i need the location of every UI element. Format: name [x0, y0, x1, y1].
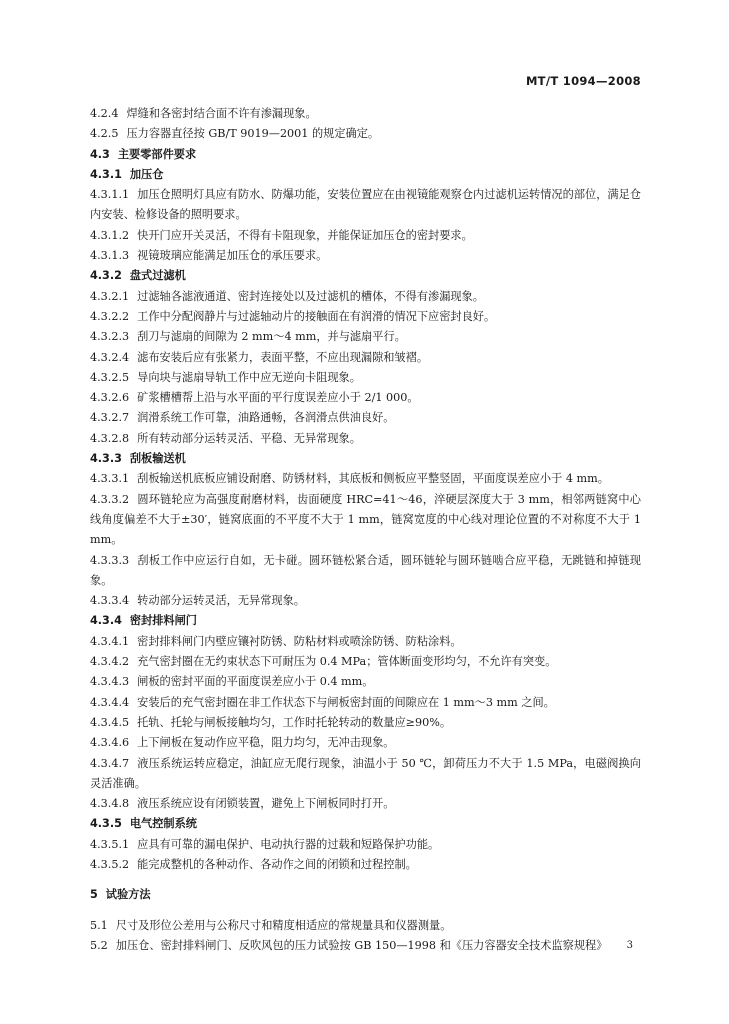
clause-number: 4.3	[90, 147, 110, 161]
clause-paragraph	[90, 551, 641, 592]
clause-number: 4.3.3.2	[90, 492, 130, 506]
clause-text: 刮板工作中应运行自如，无卡碰。圆环链松紧合适，圆环链轮与圆环链啮合应平稳，无跳链和掉链现象。	[90, 553, 641, 587]
clause-text: 工作中分配阀静片与过滤轴动片的接触面在有润滑的情况下应密封良好。	[137, 309, 496, 323]
clause-number: 4.3.2.5	[90, 370, 130, 384]
clause-number: 4.3.4.8	[90, 797, 130, 811]
clause-paragraph	[90, 185, 641, 226]
clause-text: 快开门应开关灵活，不得有卡阻现象，并能保证加压仓的密封要求。	[137, 228, 473, 242]
clause-paragraph	[90, 754, 641, 795]
clause-text: 充气密封圈在无约束状态下可耐压为 0.4 MPa；管体断面变形均匀，不允许有突变。	[137, 655, 557, 669]
clause-text: 应具有可靠的漏电保护、电动执行器的过载和短路保护功能。	[137, 837, 440, 851]
clause-number: 4.3.2.8	[90, 431, 130, 445]
clause-paragraph	[90, 124, 641, 144]
clause-text: 转动部分运转灵活，无异常现象。	[137, 594, 305, 608]
clause-paragraph	[90, 672, 641, 692]
clause-paragraph	[90, 104, 641, 124]
clause-text: 液压系统运转应稳定，油缸应无爬行现象，油温小于 50 ℃，卸荷压力不大于 1.5 MPa，电磁阀换向灵活准确。	[90, 756, 641, 790]
clause-number: 4.3.4.2	[90, 655, 130, 669]
clause-text: 液压系统应设有闭锁装置，避免上下闸板同时打开。	[137, 797, 395, 811]
clause-text: 视镜玻璃应能满足加压仓的承压要求。	[137, 249, 328, 263]
clause-paragraph	[90, 733, 641, 753]
clause-paragraph	[90, 652, 641, 672]
clause-paragraph	[90, 307, 641, 327]
clause-paragraph	[90, 693, 641, 713]
clause-text: 所有转动部分运转灵活、平稳、无异常现象。	[137, 431, 361, 445]
section-heading	[90, 266, 641, 286]
clause-text: 滤布安装后应有张紧力，表面平整，不应出现漏隙和皱褶。	[137, 350, 429, 364]
clause-number: 4.3.4.7	[90, 756, 130, 770]
clause-text: 密封排料闸门	[129, 614, 197, 628]
clause-text: 能完成整机的各种动作、各动作之间的闭锁和过程控制。	[137, 857, 417, 871]
clause-paragraph	[90, 368, 641, 388]
clause-paragraph	[90, 632, 641, 652]
clause-text: 尺寸及形位公差用与公称尺寸和精度相适应的常规量具和仪器测量。	[115, 918, 452, 932]
clause-text: 焊缝和各密封结合面不许有渗漏现象。	[126, 107, 317, 120]
clause-text: 试验方法	[105, 888, 151, 902]
clause-number: 4.3.5	[90, 817, 122, 831]
clause-number: 4.3.1.2	[90, 228, 130, 242]
clause-number: 4.3.5.1	[90, 837, 130, 851]
clause-number: 4.3.2.1	[90, 289, 130, 303]
clause-number: 5	[90, 888, 98, 902]
clause-paragraph	[90, 469, 641, 489]
clause-number: 4.3.2.6	[90, 391, 130, 405]
clause-text: 圆环链轮应为高强度耐磨材料，齿面硬度 HRC=41～46，淬硬层深度大于 3 mm，相邻两链窝中心线角度偏差不大于±30′，链窝底面的不平度不大于 1 mm，链窝宽度的中心线对理论位置的不对称度不大于 1 mm。	[90, 492, 641, 547]
clause-number: 4.2.4	[90, 107, 119, 120]
clause-number: 4.3.4.4	[90, 695, 130, 709]
clause-number: 4.3.3	[90, 452, 122, 466]
clause-text: 安装后的充气密封圈在非工作状态下与闸板密封面的间隙应在 1 mm～3 mm 之间。	[137, 695, 555, 709]
clause-number: 4.3.2.2	[90, 309, 130, 323]
clause-text: 刮刀与滤扇的间隙为 2 mm～4 mm，并与滤扇平行。	[137, 330, 406, 344]
clause-text: 盘式过滤机	[129, 269, 186, 283]
clause-paragraph	[90, 916, 641, 936]
clause-number: 4.3.2	[90, 269, 122, 283]
clause-paragraph	[90, 348, 641, 368]
clause-number: 4.3.1.3	[90, 249, 130, 263]
section-heading	[90, 611, 641, 631]
clause-number: 4.3.4.3	[90, 675, 130, 689]
clause-number: 5.2	[90, 938, 108, 952]
clause-text: 托轨、托轮与闸板接触均匀，工作时托轮转动的数量应≥90%。	[137, 715, 452, 729]
standard-code-header: MT/T 1094—2008	[525, 74, 641, 88]
clause-number: 4.3.4.5	[90, 715, 130, 729]
clause-paragraph	[90, 713, 641, 733]
clause-number: 4.3.4.1	[90, 634, 130, 648]
clause-number: 4.3.2.7	[90, 411, 130, 425]
clause-text: 矿浆槽槽帮上沿与水平面的平行度误差应小于 2/1 000。	[137, 391, 419, 405]
section-heading	[90, 814, 641, 834]
clause-text: 导向块与滤扇导轨工作中应无逆向卡阻现象。	[137, 370, 361, 384]
clause-number: 4.3.3.3	[90, 553, 130, 567]
clause-text: 刮板输送机	[129, 452, 186, 466]
clause-text: 密封排料闸门内壁应镶衬防锈、防粘材料或喷涂防锈、防粘涂料。	[137, 634, 462, 648]
clause-number: 4.3.2.4	[90, 350, 130, 364]
clause-paragraph	[90, 226, 641, 246]
clause-paragraph	[90, 936, 641, 956]
clause-paragraph	[90, 287, 641, 307]
section-heading	[90, 449, 641, 469]
clause-text: 加压仓、密封排料闸门、反吹风包的压力试验按 GB 150—1998 和《压力容器安全技术监察规程》	[115, 938, 608, 952]
clause-paragraph	[90, 591, 641, 611]
clause-text: 过滤轴各滤液通道、密封连接处以及过滤机的槽体，不得有渗漏现象。	[137, 289, 484, 303]
clause-number: 4.3.3.1	[90, 472, 130, 486]
clause-paragraph	[90, 855, 641, 875]
clause-paragraph	[90, 388, 641, 408]
clause-text: 闸板的密封平面的平面度误差应小于 0.4 mm。	[137, 675, 374, 689]
clause-number: 4.3.4.6	[90, 736, 130, 750]
clause-paragraph	[90, 835, 641, 855]
clause-number: 5.1	[90, 918, 108, 932]
clause-text: 刮板输送机底板应铺设耐磨、防锈材料，其底板和侧板应平整竖固，平面度误差应小于 4 mm。	[137, 472, 609, 486]
clause-text: 加压仓照明灯具应有防水、防爆功能，安装位置应在由视镜能观察仓内过滤机运转情况的部位，满足仓内安装、检修设备的照明要求。	[90, 188, 641, 222]
clause-number: 4.3.5.2	[90, 857, 130, 871]
clause-text: 上下闸板在复动作应平稳，阻力均匀，无冲击现象。	[137, 736, 395, 750]
clause-text: 压力容器直径按 GB/T 9019—2001 的规定确定。	[126, 127, 380, 141]
document-body	[90, 104, 641, 956]
clause-number: 4.3.2.3	[90, 330, 130, 344]
clause-paragraph	[90, 429, 641, 449]
clause-number: 4.3.1	[90, 167, 122, 181]
section-heading	[90, 145, 641, 165]
clause-number: 4.3.1.1	[90, 188, 130, 202]
clause-paragraph	[90, 327, 641, 347]
clause-text: 加压仓	[129, 167, 164, 181]
clause-number: 4.3.3.4	[90, 594, 130, 608]
page-number: 3	[626, 940, 633, 951]
clause-number: 4.3.4	[90, 614, 122, 628]
section-heading	[90, 165, 641, 185]
clause-text: 主要零部件要求	[117, 147, 197, 161]
clause-text: 润滑系统工作可靠，油路通畅，各润滑点供油良好。	[137, 411, 395, 425]
clause-paragraph	[90, 246, 641, 266]
clause-paragraph	[90, 408, 641, 428]
section-heading	[90, 885, 641, 905]
clause-text: 电气控制系统	[129, 817, 197, 831]
clause-paragraph	[90, 490, 641, 551]
clause-number: 4.2.5	[90, 127, 119, 141]
clause-paragraph	[90, 794, 641, 814]
